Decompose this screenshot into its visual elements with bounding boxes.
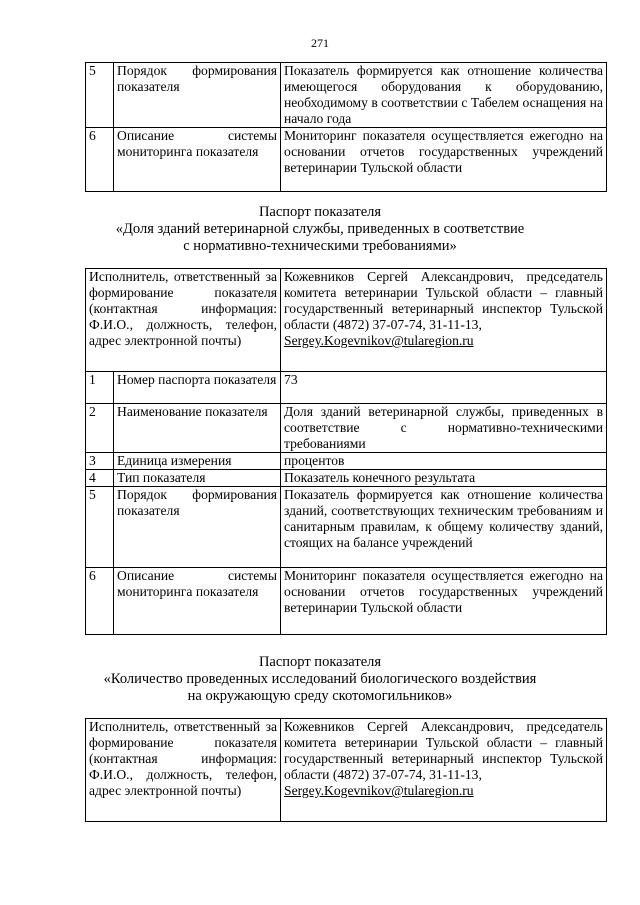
table-row — [86, 470, 607, 487]
row-number: 1 — [86, 372, 114, 404]
table-row — [86, 128, 607, 192]
row-value: Показатель конечного результата — [281, 470, 607, 487]
executor-contact: Кожевников Сергей Александрович, председатель комитета ветеринарии Тульской области – главный государственный ветеринарный инспектор Тульской области (4872) 37-07-74, 31-11-13, — [284, 269, 603, 332]
executor-row — [86, 719, 607, 822]
passport-table — [85, 718, 607, 822]
row-value: Показатель формируется как отношение количества зданий, соответствующих техническим требованиям и санитарным правилам, к общему количеству зданий, стоящих на балансе учреждений — [281, 487, 607, 568]
table-row — [86, 63, 607, 128]
row-value: процентов — [281, 453, 607, 470]
table-row — [86, 372, 607, 404]
row-label: Описание системы мониторинга показателя — [114, 128, 281, 192]
row-label: Тип показателя — [114, 470, 281, 487]
passport-subtitle-line1: «Количество проведенных исследований биологического воздействия — [103, 671, 537, 687]
row-label: Описание системы мониторинга показателя — [114, 568, 281, 635]
row-value: Мониторинг показателя осуществляется ежегодно на основании отчетов государственных учреждений ветеринарии Тульской области — [281, 128, 607, 192]
row-number: 5 — [86, 63, 114, 128]
row-label: Номер паспорта показателя — [114, 372, 281, 404]
row-number: 2 — [86, 404, 114, 453]
executor-value — [281, 719, 607, 822]
row-label: Порядок формирования показателя — [114, 487, 281, 568]
executor-label: Исполнитель, ответственный за формирование показателя (контактная информация: Ф.И.О., должность, телефон, адрес электронной почты) — [86, 269, 281, 372]
executor-contact: Кожевников Сергей Александрович, председатель комитета ветеринарии Тульской области – главный государственный ветеринарный инспектор Тульской области (4872) 37-07-74, 31-11-13, — [284, 719, 603, 782]
executor-email-link[interactable]: Sergey.Kogevnikov@tularegion.ru — [284, 333, 474, 348]
continuation-table — [85, 62, 607, 192]
row-number: 6 — [86, 128, 114, 192]
executor-row — [86, 269, 607, 372]
table-row — [86, 568, 607, 635]
passport-title: Паспорт показателя — [258, 204, 382, 220]
row-number: 6 — [86, 568, 114, 635]
row-value: Мониторинг показателя осуществляется ежегодно на основании отчетов государственных учреждений ветеринарии Тульской области — [281, 568, 607, 635]
passport-heading — [0, 204, 640, 255]
executor-value — [281, 269, 607, 372]
table-row — [86, 453, 607, 470]
page-number: 271 — [311, 36, 329, 50]
row-number: 3 — [86, 453, 114, 470]
row-label: Наименование показателя — [114, 404, 281, 453]
row-value: 73 — [281, 372, 607, 404]
passport-heading — [0, 654, 640, 705]
row-value: Показатель формируется как отношение количества имеющегося оборудования к оборудованию, необходимому в соответствии с Табелем оснащения на начало года — [281, 63, 607, 128]
passport-table — [85, 268, 607, 635]
row-number: 4 — [86, 470, 114, 487]
executor-label: Исполнитель, ответственный за формирование показателя (контактная информация: Ф.И.О., должность, телефон, адрес электронной почты) — [86, 719, 281, 822]
passport-subtitle-line1: «Доля зданий ветеринарной службы, приведенных в соответствие — [115, 221, 525, 237]
passport-subtitle-line2: с нормативно-техническими требованиями» — [183, 238, 457, 254]
passport-title: Паспорт показателя — [258, 654, 382, 670]
passport-subtitle-line2: на окружающую среду скотомогильников» — [187, 688, 453, 704]
table-row — [86, 404, 607, 453]
row-number: 5 — [86, 487, 114, 568]
executor-email-link[interactable]: Sergey.Kogevnikov@tularegion.ru — [284, 783, 474, 798]
row-label: Единица измерения — [114, 453, 281, 470]
table-row — [86, 487, 607, 568]
row-value: Доля зданий ветеринарной службы, приведенных в соответствие с нормативно-техническими требованиями — [281, 404, 607, 453]
row-label: Порядок формирования показателя — [114, 63, 281, 128]
